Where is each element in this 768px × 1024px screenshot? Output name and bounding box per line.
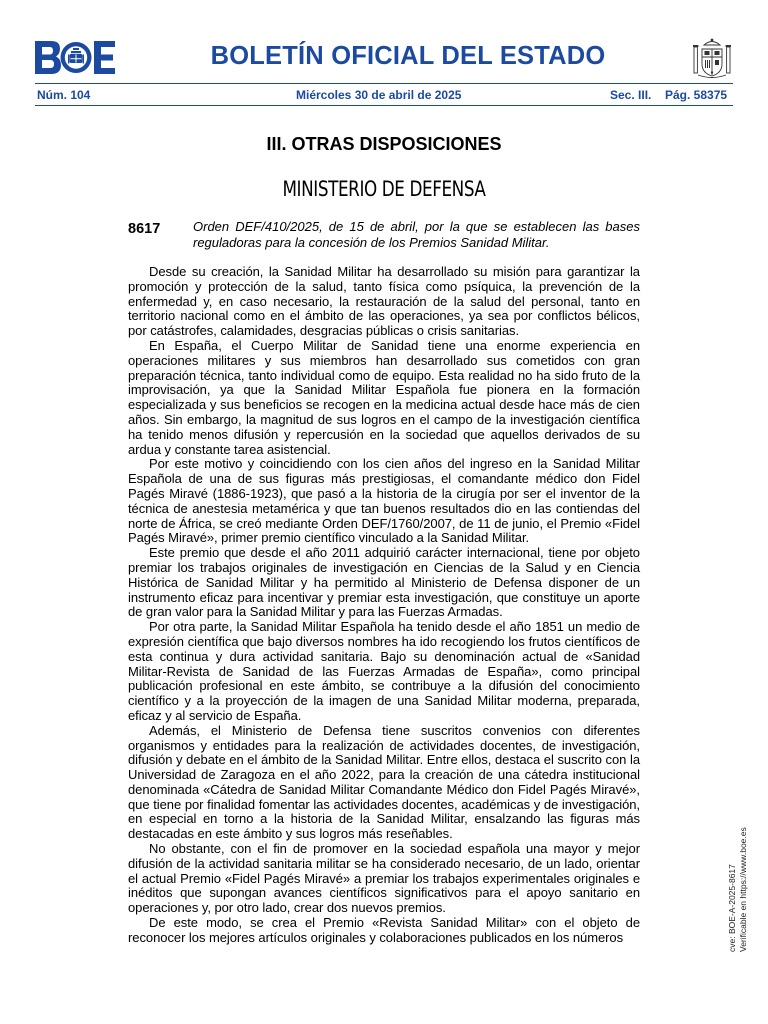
- ministry-name: MINISTERIO DE DEFENSA: [282, 177, 486, 201]
- order-summary: Orden DEF/410/2025, de 15 de abril, por la que se establecen las bases reguladoras para la concesión de los Premios Sanidad Militar.: [193, 219, 640, 250]
- body-paragraph: Además, el Ministerio de Defensa tiene suscritos convenios con diferentes organismos y entidades para la realización de actividades docentes, de investigación, difusión y debate en el ámbito de la Sanidad Militar. Entre ellos, destaca el suscrito con la Universidad de Zaragoza en el año 2022, para la creación de una cátedra institucional denominada «Cátedra de Sanidad Militar Comandante Médico don Fidel Pagés Miravé», que tiene por finalidad fomentar las actividades docentes, académicas y de investigación, en especial en torno a la historia de la Sanidad Militar, ensalzando las figuras más destacadas en este ámbito y sus logros más reseñables.: [128, 722, 640, 842]
- section-title: III. OTRAS DISPOSICIONES: [266, 134, 502, 154]
- section-label: Sec. III.: [610, 88, 652, 102]
- body-paragraph: Por otra parte, la Sanidad Militar Española ha tenido desde el año 1851 un medio de expresión científica que bajo diversos nombres ha ido recogiendo los frutos científicos de esta continua y dura actividad sanitaria. Bajo su denominación actual de «Sanidad Militar-Revista de Sanidad de las Fuerzas Armadas de España», como principal publicación profesional en este ámbito, se contribuye a la difusión del conocimiento científico y a la proyección de la imagen de una Sanidad Militar moderna, preparada, eficaz y al servicio de España.: [128, 619, 640, 723]
- verification-link[interactable]: Verificable en https://www.boe.es: [738, 827, 748, 952]
- body-paragraph: No obstante, con el fin de promover en la sociedad española una mayor y mejor difusión de la actividad sanitaria militar se ha considerado necesario, de un lado, orientar el actual Premio «Fidel Pagés Miravé» a premiar los trabajos experimentales originales e inéditos que supongan avances científicos significativos para el apoyo sanitario en operaciones y, por otro lado, crear dos nuevos premios.: [128, 841, 640, 916]
- body-paragraph: Desde su creación, la Sanidad Militar ha desarrollado su misión para garantizar la promoción y protección de la salud, tanto física como psíquica, la prevención de la enfermedad y, en caso necesario, la restauración de la salud del personal, tanto en territorio nacional como en el ámbito de las operaciones, ya sea por conflictos bélicos, por catástrofes, calamidades, desgracias públicas o crisis sanitarias.: [128, 264, 640, 339]
- header-rule-bottom: [35, 105, 733, 106]
- page-number: Pág. 58375: [665, 88, 728, 102]
- coat-of-arms-icon: [691, 37, 733, 81]
- order-number: 8617: [128, 221, 161, 237]
- issue-date: Miércoles 30 de abril de 2025: [296, 88, 462, 102]
- body-paragraph: Por este motivo y coincidiendo con los cien años del ingreso en la Sanidad Militar Española de una de sus figuras más prestigiosas, el comandante médico don Fidel Pagés Miravé (1886-1923), que pasó a la historia de la cirugía por ser el inventor de la técnica de anestesia metamérica y que tan buenos resultados dio en las contiendas del norte de África, se creó mediante Orden DEF/1760/2007, de 11 de junio, el Premio «Fidel Pagés Miravé», primer premio científico vinculado a la Sanidad Militar.: [128, 456, 640, 546]
- header-rule-top: [35, 83, 733, 84]
- body-paragraph: Este premio que desde el año 2011 adquirió carácter internacional, tiene por objeto premiar los trabajos originales de investigación en Ciencias de la Salud y en Ciencia Histórica de Sanidad Militar y ha permitido al Ministerio de Defensa disponer de un instrumento eficaz para incentivar y premiar esta investigación, que constituye un aporte de gran valor para la Sanidad Militar y para las Fuerzas Armadas.: [128, 545, 640, 620]
- cve-code: cve: BOE-A-2025-8617: [727, 864, 737, 952]
- publication-title: BOLETÍN OFICIAL DEL ESTADO: [210, 42, 606, 70]
- boe-logo-icon: [35, 41, 115, 74]
- body-paragraph: En España, el Cuerpo Militar de Sanidad tiene una enorme experiencia en operaciones militares y sus miembros han desarrollado sus cometidos con gran preparación técnica, tanto individual como de equipo. Esta realidad no ha sido fruto de la improvisación, ya que la Sanidad Militar Española fue pionera en la formación especializada y sus beneficios se recogen en la medicina actual desde hace más de cien años. Sin embargo, la magnitud de sus logros en el campo de la investigación científica ha tenido menos difusión y repercusión en la sociedad que aquellos derivados de su ardua y constante tarea asistencial.: [128, 337, 640, 457]
- side-reference: [727, 827, 749, 952]
- document-body: [128, 265, 640, 946]
- issue-number: Núm. 104: [37, 88, 91, 102]
- body-paragraph: De este modo, se crea el Premio «Revista Sanidad Militar» con el objeto de reconocer los mejores artículos originales y colaboraciones publicados en los números: [128, 915, 640, 945]
